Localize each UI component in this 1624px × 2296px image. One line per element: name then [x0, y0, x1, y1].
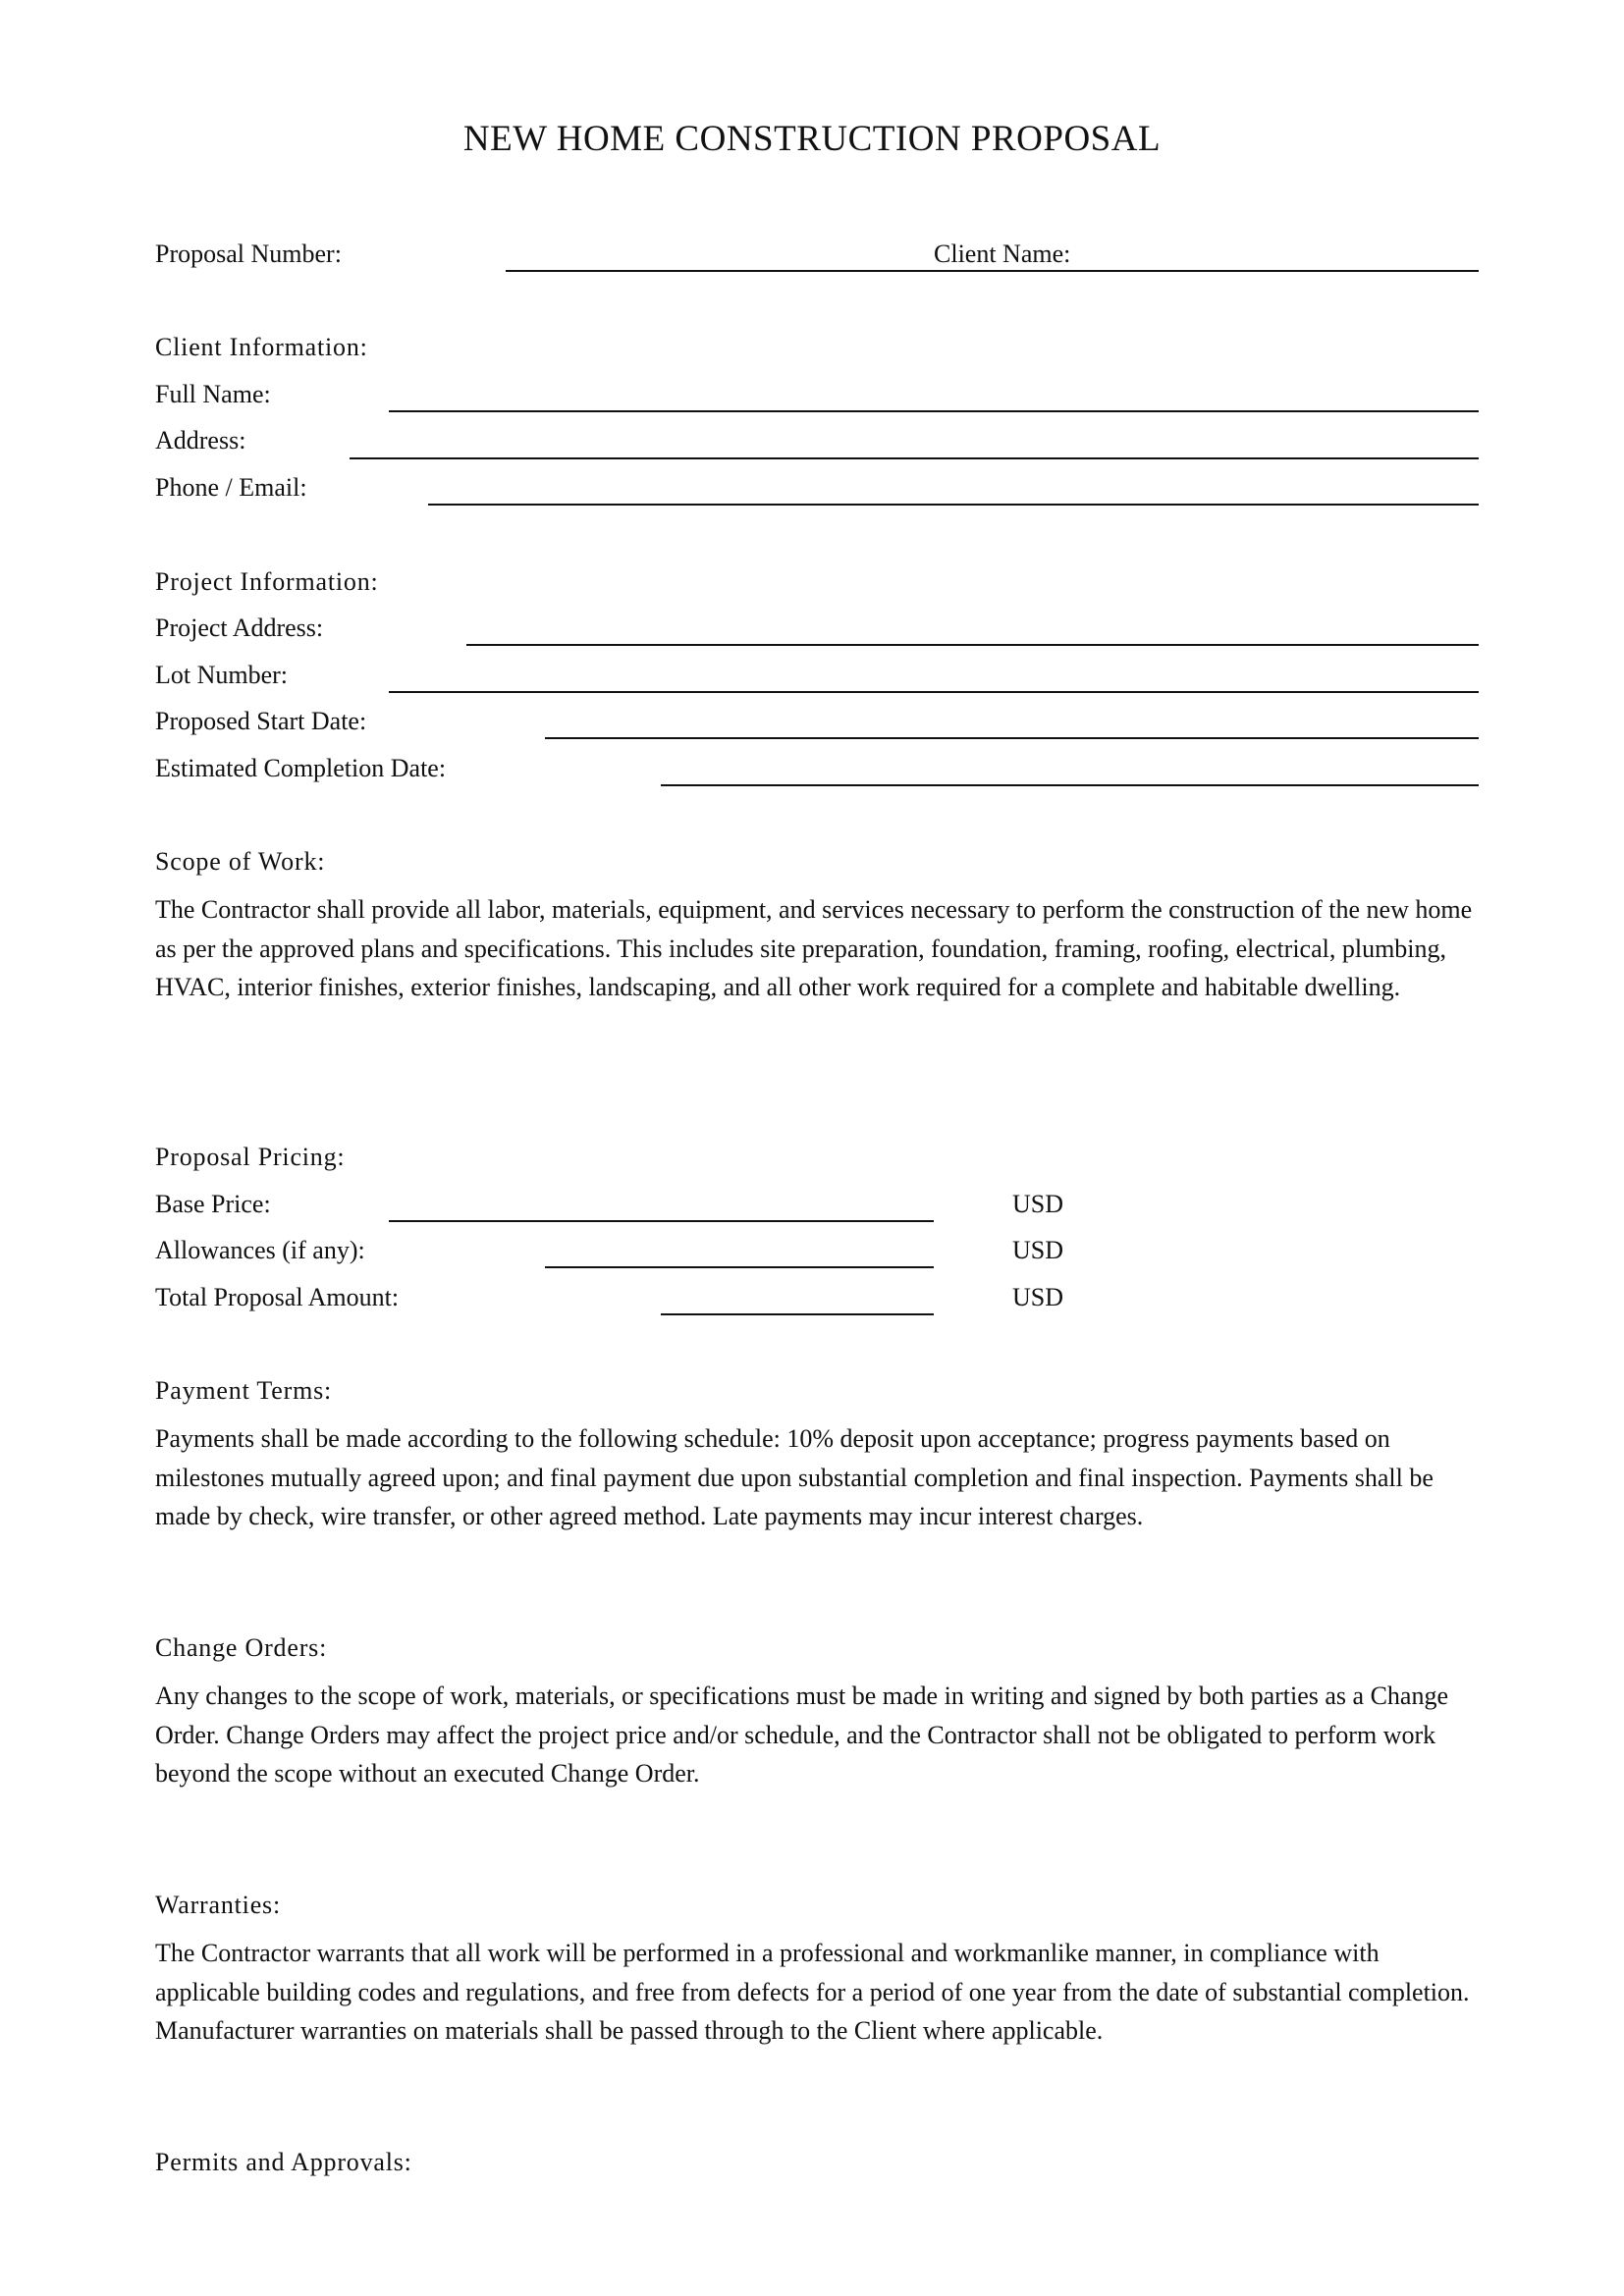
warranties-heading: Warranties:	[155, 1891, 281, 1919]
lot-number-label: Lot Number:	[155, 661, 289, 689]
proposal-number-label: Proposal Number:	[155, 240, 342, 268]
payment-terms-heading: Payment Terms:	[155, 1376, 333, 1405]
warranties-text: The Contractor warrants that all work will be performed in a professional and workmanlike manner, in compliance with applicable building codes and regulations, and free from defects for a period of one year from the date of substantial completion. Manufacturer warranties on materials shall be passed through to the Client where applicable.	[155, 1939, 1470, 2045]
estimated-completion-date-field-line[interactable]	[661, 784, 1479, 786]
phone-email-field-line[interactable]	[428, 504, 1479, 506]
proposal-number-client-name-field-line[interactable]	[506, 270, 1479, 272]
phone-email-label: Phone / Email:	[155, 473, 307, 502]
address-field-line[interactable]	[350, 457, 1479, 459]
base-price-field-line[interactable]	[389, 1220, 934, 1222]
base-price-currency: USD	[1012, 1190, 1064, 1218]
proposed-start-date-label: Proposed Start Date:	[155, 707, 367, 735]
allowances-field-line[interactable]	[545, 1266, 934, 1268]
document-title: NEW HOME CONSTRUCTION PROPOSAL	[462, 119, 1162, 159]
total-proposal-amount-field-line[interactable]	[661, 1313, 934, 1315]
proposed-start-date-field-line[interactable]	[545, 737, 1479, 739]
full-name-label: Full Name:	[155, 380, 271, 408]
estimated-completion-date-label: Estimated Completion Date:	[155, 754, 447, 782]
total-proposal-amount-currency: USD	[1012, 1283, 1064, 1311]
lot-number-field-line[interactable]	[389, 691, 1479, 693]
full-name-field-line[interactable]	[389, 410, 1479, 412]
permits-and-approvals-heading: Permits and Approvals:	[155, 2148, 412, 2176]
change-orders-heading: Change Orders:	[155, 1633, 328, 1662]
allowances-label: Allowances (if any):	[155, 1236, 365, 1264]
base-price-label: Base Price:	[155, 1190, 271, 1218]
address-label: Address:	[155, 426, 246, 454]
total-proposal-amount-label: Total Proposal Amount:	[155, 1283, 400, 1311]
project-information-heading: Project Information:	[155, 567, 379, 596]
proposal-pricing-heading: Proposal Pricing:	[155, 1143, 346, 1171]
project-address-field-line[interactable]	[466, 644, 1479, 646]
scope-of-work-text: The Contractor shall provide all labor, materials, equipment, and services necessary to perform the construction of the new home as per the approved plans and specifications. This includes site preparation, foundation, framing, roofing, electrical, plumbing, HVAC, interior finishes, exterior finishes, landscaping, and all other work required for a complete and habitable dwelling.	[155, 895, 1473, 1001]
change-orders-text: Any changes to the scope of work, materials, or specifications must be made in writing and signed by both parties as a Change Order. Change Orders may affect the project price and/or schedule, and the Contractor shall not be obligated to perform work beyond the scope without an executed Change Order.	[155, 1682, 1448, 1788]
client-information-heading: Client Information:	[155, 333, 368, 361]
client-name-label: Client Name:	[934, 240, 1071, 268]
allowances-currency: USD	[1012, 1236, 1064, 1264]
scope-of-work-heading: Scope of Work:	[155, 847, 326, 876]
payment-terms-text: Payments shall be made according to the following schedule: 10% deposit upon acceptance; progress payments based on milestones mutually agreed upon; and final payment due upon substantial completion and final inspection. Payments shall be made by check, wire transfer, or other agreed method. Late payments may incur interest charges.	[155, 1424, 1434, 1530]
project-address-label: Project Address:	[155, 614, 324, 642]
